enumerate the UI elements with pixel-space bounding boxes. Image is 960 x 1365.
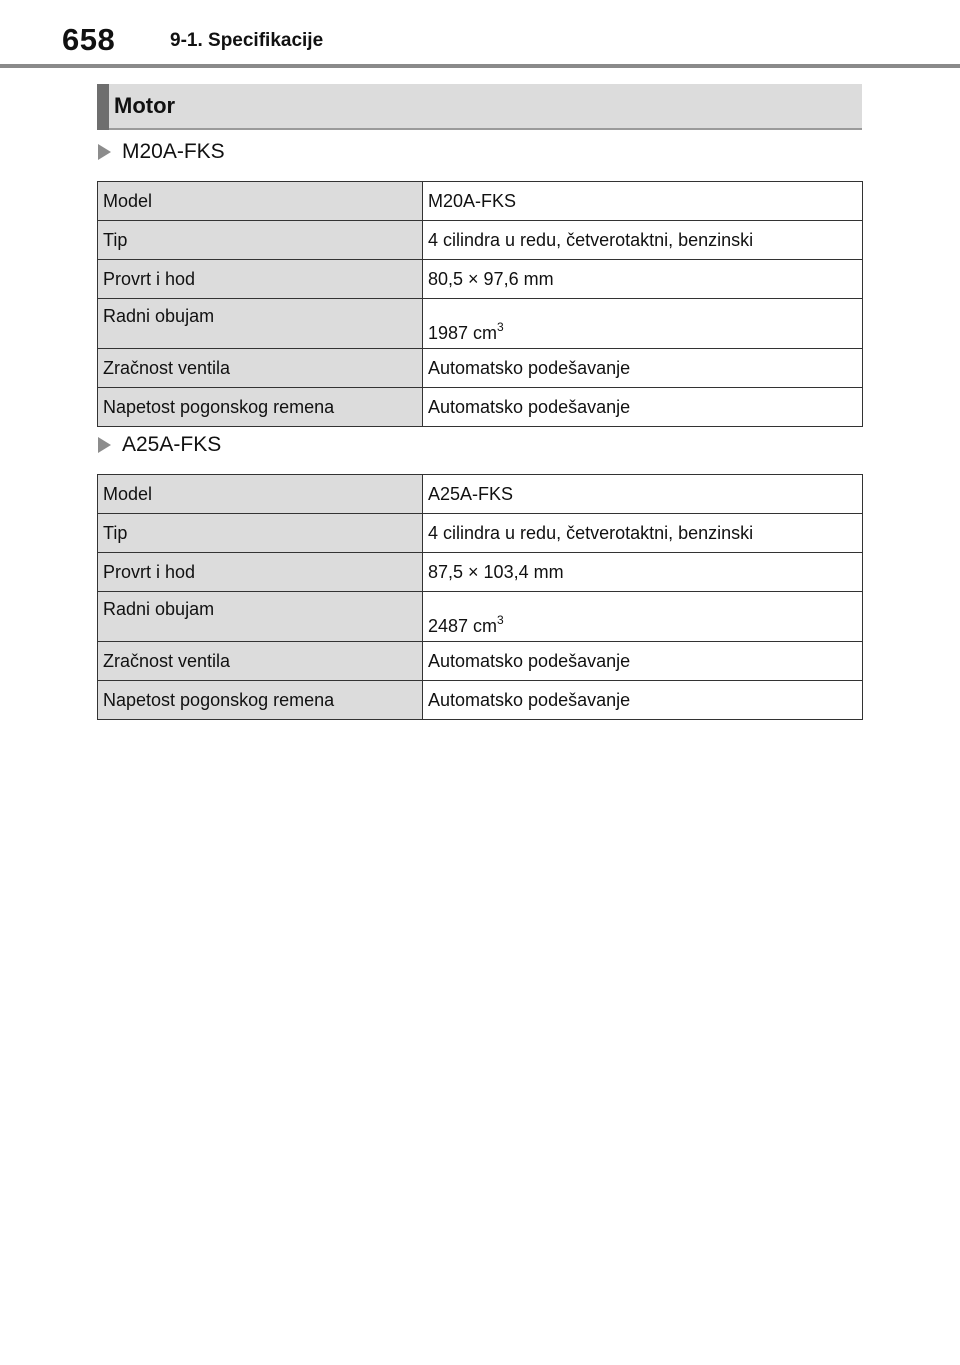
spec-value: Automatsko podešavanje xyxy=(423,388,863,427)
spec-value: Automatsko podešavanje xyxy=(423,349,863,388)
page-header xyxy=(0,0,960,68)
spec-label: Radni obujam xyxy=(98,592,423,642)
header-divider xyxy=(0,64,960,68)
table-row xyxy=(98,681,863,720)
chapter-title: 9-1. Specifikacije xyxy=(170,30,324,51)
spec-value: 80,5 × 97,6 mm xyxy=(423,260,863,299)
engine-name: A25A-FKS xyxy=(122,433,222,456)
section-title: Motor xyxy=(114,93,176,118)
table-row xyxy=(98,260,863,299)
spec-table-m20a xyxy=(97,181,863,427)
spec-label: Napetost pogonskog remena xyxy=(98,388,423,427)
spec-value: Automatsko podešavanje xyxy=(423,681,863,720)
table-row xyxy=(98,475,863,514)
spec-label: Model xyxy=(98,475,423,514)
spec-value-displacement xyxy=(423,592,863,642)
page-number: 658 xyxy=(62,22,116,57)
table-row xyxy=(98,349,863,388)
spec-value-displacement xyxy=(423,299,863,349)
unit-exponent: 3 xyxy=(497,613,504,627)
displacement-value: 1987 cm xyxy=(428,323,498,343)
triangle-arrow-icon xyxy=(98,437,111,453)
spec-label: Tip xyxy=(98,221,423,260)
table-row xyxy=(98,514,863,553)
spec-value: 87,5 × 103,4 mm xyxy=(423,553,863,592)
table-row xyxy=(98,592,863,642)
section-accent-block xyxy=(97,84,109,130)
spec-label: Tip xyxy=(98,514,423,553)
spec-label: Radni obujam xyxy=(98,299,423,349)
triangle-arrow-icon xyxy=(98,144,111,160)
section-heading-bar xyxy=(97,84,862,130)
engine-name: M20A-FKS xyxy=(122,140,225,163)
displacement-value: 2487 cm xyxy=(428,616,498,636)
table-row xyxy=(98,299,863,349)
spec-label: Zračnost ventila xyxy=(98,642,423,681)
spec-label: Provrt i hod xyxy=(98,553,423,592)
spec-label: Zračnost ventila xyxy=(98,349,423,388)
spec-value: Automatsko podešavanje xyxy=(423,642,863,681)
table-row xyxy=(98,388,863,427)
table-row xyxy=(98,553,863,592)
spec-value: 4 cilindra u redu, četverotaktni, benzinski xyxy=(423,514,863,553)
spec-label: Napetost pogonskog remena xyxy=(98,681,423,720)
table-row xyxy=(98,642,863,681)
spec-label: Provrt i hod xyxy=(98,260,423,299)
spec-table-a25a xyxy=(97,474,863,720)
spec-value: 4 cilindra u redu, četverotaktni, benzinski xyxy=(423,221,863,260)
unit-exponent: 3 xyxy=(497,320,504,334)
spec-value: A25A-FKS xyxy=(423,475,863,514)
spec-value: M20A-FKS xyxy=(423,182,863,221)
table-row xyxy=(98,221,863,260)
table-row xyxy=(98,182,863,221)
spec-label: Model xyxy=(98,182,423,221)
